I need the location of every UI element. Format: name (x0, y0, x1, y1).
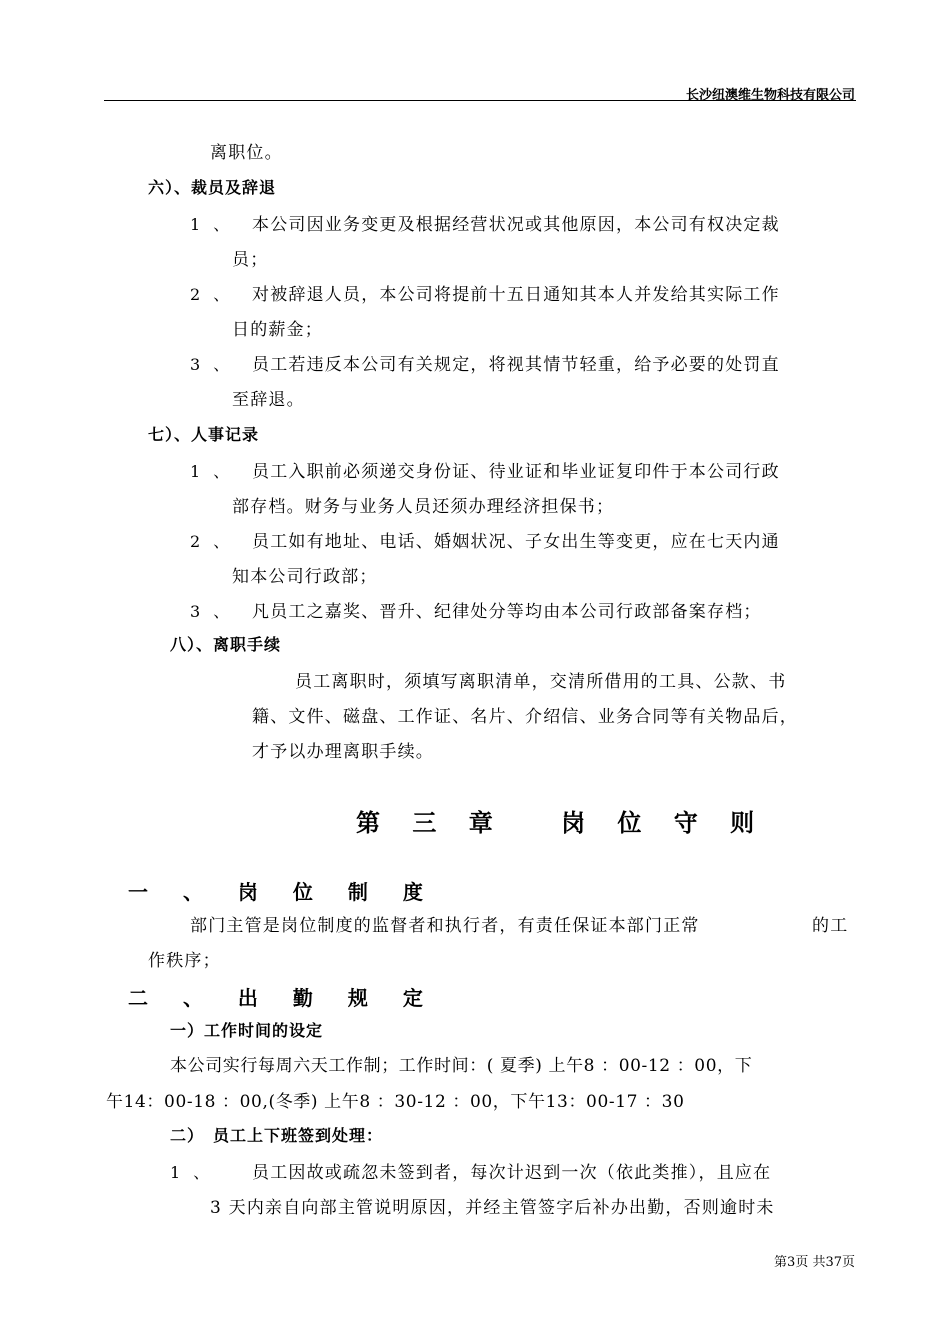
section-heading: 六）、裁员及辞退 (148, 178, 277, 197)
text-line: 本公司因业务变更及根据经营状况或其他原因，本公司有权决定裁 (252, 215, 780, 235)
section-heading: 七）、人事记录 (148, 425, 260, 444)
text-line: 员工离职时，须填写离职清单，交清所借用的工具、公款、书 (295, 672, 787, 692)
company-name: 长沙纽澳维生物科技有限公司 (685, 88, 855, 103)
text-line: 午14：00-18 ：00,(冬季) 上午8 ：30-12 ：00，下午13：00-17 ：30 (106, 1092, 685, 1112)
text-line: 知本公司行政部； (232, 567, 378, 587)
text-line: 部存档。财务与业务人员还须办理经济担保书； (232, 497, 615, 517)
list-number: 2 、 (190, 285, 234, 304)
text-line: 凡员工之嘉奖、晋升、纪律处分等均由本公司行政部备案存档； (252, 602, 762, 622)
text-line: 籍、文件、磁盘、工作证、名片、介绍信、业务合同等有关物品后， (252, 707, 798, 727)
text-line: 员工若违反本公司有关规定，将视其情节轻重，给予必要的处罚直 (252, 355, 780, 375)
text-line: 作秩序； (148, 951, 221, 971)
text-line: 员工因故或疏忽未签到者，每次计迟到一次（依此类推），且应在 (252, 1163, 772, 1183)
list-number: 3 、 (190, 355, 234, 374)
list-number: 1 、 (190, 462, 234, 481)
section-heading: 八）、离职手续 (170, 635, 282, 654)
text-line: 的工 (812, 916, 849, 936)
subsection-heading: 一）工作时间的设定 (170, 1021, 324, 1040)
text-line: 本公司实行每周六天工作制；工作时间：( 夏季) 上午8 ：00-12 ：00，下 (170, 1056, 753, 1076)
header-rule (104, 100, 856, 101)
list-number: 1 、 (170, 1163, 214, 1182)
text-line: 才予以办理离职手续。 (252, 742, 434, 762)
text-line: 日的薪金； (232, 320, 323, 340)
chapter-title: 第 三 章 岗 位 守 则 (356, 809, 767, 837)
text-line: 3 天内亲自向部主管说明原因，并经主管签字后补办出勤，否则逾时未 (210, 1198, 775, 1218)
text-line: 离职位。 (210, 143, 283, 163)
text-line: 至辞退。 (232, 390, 305, 410)
list-number: 1 、 (190, 215, 234, 234)
section-title: 二 、 出 勤 规 定 (128, 986, 437, 1010)
list-number: 2 、 (190, 532, 234, 551)
text-line: 员工如有地址、电话、婚姻状况、子女出生等变更，应在七天内通 (252, 532, 780, 552)
text-line: 员； (232, 250, 269, 270)
subsection-heading: 二） 员工上下班签到处理： (170, 1126, 384, 1145)
list-number: 3 、 (190, 602, 234, 621)
page-number: 第3页 共37页 (774, 1255, 855, 1270)
text-line: 员工入职前必须递交身份证、待业证和毕业证复印件于本公司行政 (252, 462, 780, 482)
section-title: 一 、 岗 位 制 度 (128, 880, 437, 904)
text-line: 对被辞退人员，本公司将提前十五日通知其本人并发给其实际工作 (252, 285, 780, 305)
text-line: 部门主管是岗位制度的监督者和执行者，有责任保证本部门正常 (190, 916, 700, 936)
